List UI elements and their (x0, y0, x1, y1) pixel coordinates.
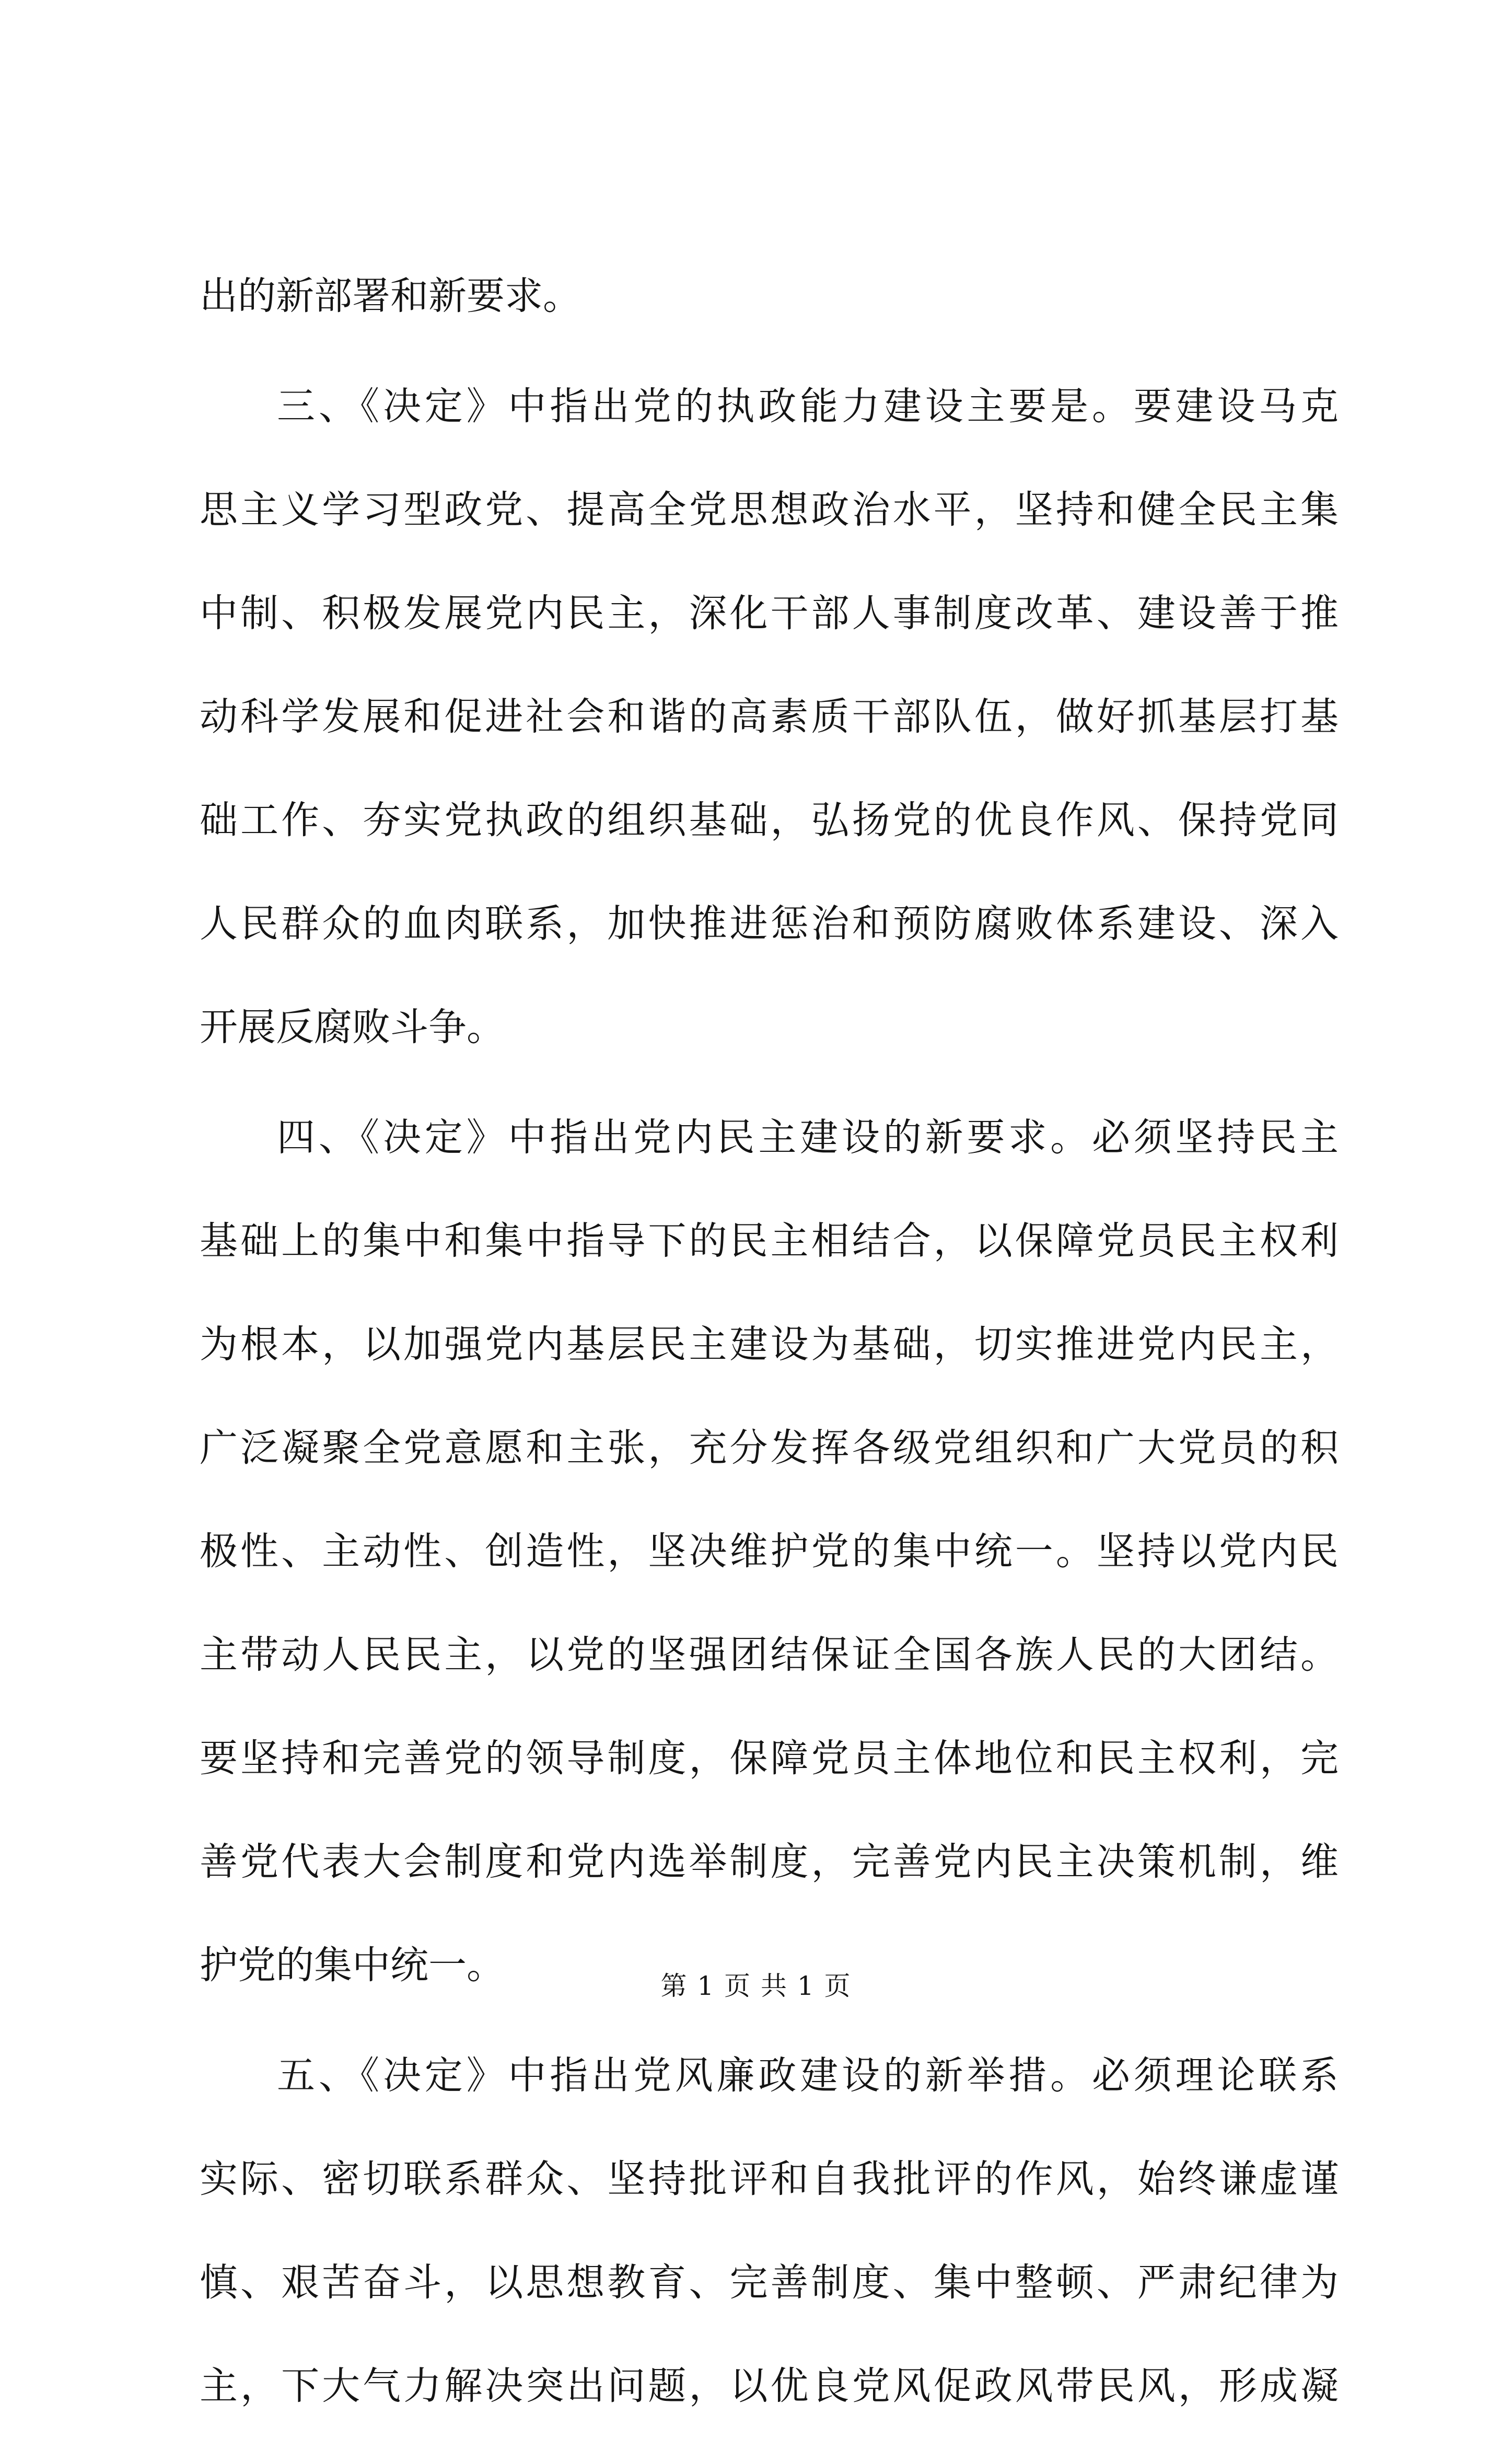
page-number-footer: 第 1 页 共 1 页 (660, 1971, 852, 2001)
text-line: 五、《决定》中指出党风廉政建设的新举措。必须理论联系 (277, 2053, 1339, 2098)
text-line: 出的新部署和新要求。 (200, 274, 581, 318)
text-line: 开展反腐败斗争。 (200, 1005, 505, 1049)
text-line: 主带动人民民主，以党的坚强团结保证全国各族人民的大团结。 (200, 1633, 1339, 1677)
paragraph (200, 355, 1339, 1079)
text-line: 慎、艰苦奋斗，以思想教育、完善制度、集中整顿、严肃纪律为 (200, 2260, 1339, 2305)
text-line: 思主义学习型政党、提高全党思想政治水平，坚持和健全民主集 (200, 488, 1339, 532)
text-line: 基础上的集中和集中指导下的民主相结合，以保障党员民主权利 (200, 1219, 1339, 1263)
text-line: 动科学发展和促进社会和谐的高素质干部队伍，做好抓基层打基 (200, 695, 1339, 739)
document-body (200, 245, 1339, 2438)
text-line: 为根本，以加强党内基层民主建设为基础，切实推进党内民主， (200, 1322, 1339, 1367)
text-line: 三、《决定》中指出党的执政能力建设主要是。要建设马克 (277, 384, 1339, 429)
text-line: 中制、积极发展党内民主，深化干部人事制度改革、建设善于推 (200, 591, 1339, 636)
text-line: 实际、密切联系群众、坚持批评和自我批评的作风，始终谦虚谨 (200, 2157, 1339, 2201)
paragraph (200, 245, 1339, 348)
paragraph (200, 2024, 1339, 2438)
text-line: 础工作、夯实党执政的组织基础，弘扬党的优良作风、保持党同 (200, 798, 1339, 842)
text-line: 人民群众的血肉联系，加快推进惩治和预防腐败体系建设、深入 (200, 902, 1339, 946)
text-line: 广泛凝聚全党意愿和主张，充分发挥各级党组织和广大党员的积 (200, 1426, 1339, 1470)
text-line: 护党的集中统一。 (200, 1943, 505, 1988)
text-line: 善党代表大会制度和党内选举制度，完善党内民主决策机制，维 (200, 1840, 1339, 1884)
text-line: 四、《决定》中指出党内民主建设的新要求。必须坚持民主 (277, 1115, 1339, 1160)
paragraph (200, 1086, 1339, 2017)
text-line: 极性、主动性、创造性，坚决维护党的集中统一。坚持以党内民 (200, 1529, 1339, 1574)
text-line: 要坚持和完善党的领导制度，保障党员主体地位和民主权利，完 (200, 1736, 1339, 1781)
text-line: 主，下大气力解决突出问题，以优良党风促政风带民风，形成凝 (200, 2364, 1339, 2408)
